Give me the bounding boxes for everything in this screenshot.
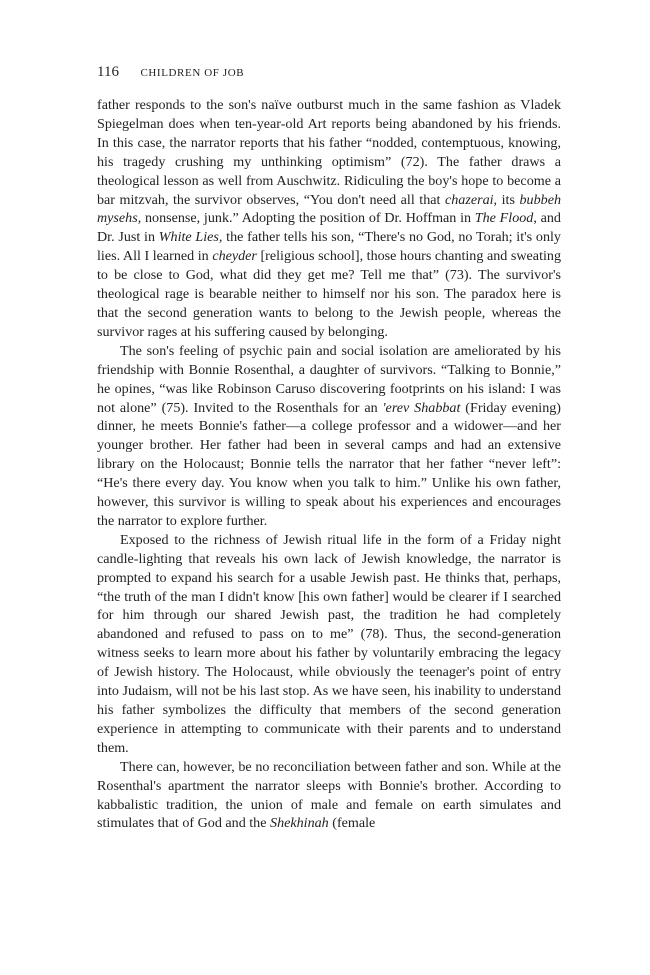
italic-text: cheyder — [212, 248, 257, 265]
running-title: CHILDREN OF JOB — [140, 67, 245, 79]
page-number: 116 — [97, 64, 119, 80]
paragraph — [97, 531, 561, 758]
text-run: , nonsense, junk.” Adopting the position of Dr. Hoffman in — [137, 210, 475, 227]
text-run: father responds to the son's naïve outburst much in the same fashion as Vladek Spiegelman does when ten-year-old Art reports being abandoned by his friends. In this case, the narrator reports that his father “nodded, contemptuous, knowing, his tragedy crushing my unthinking optimism” (72). The father draws a theological lesson as well from Auschwitz. Ridiculing the boy's hope to become a bar mitzvah, the survivor observes, “You don't need all that — [97, 97, 561, 208]
text-run: (female — [328, 815, 376, 832]
paragraph — [97, 758, 561, 834]
italic-text: chazerai — [445, 191, 494, 208]
italic-text: White Lies — [158, 229, 219, 246]
text-run: , its — [493, 191, 520, 208]
body-text — [97, 96, 561, 833]
running-head — [97, 62, 244, 83]
text-run: , and Dr. Just in — [97, 210, 561, 246]
text-run: The son's feeling of psychic pain and social isolation are ameliorated by his friendship with Bonnie Rosenthal, a daughter of survivors. “Talking to Bonnie,” he opines, “was like Robinson Caruso discovering footprints on his island: I was not alone” (75). Invited to the Rosenthals for an — [97, 342, 561, 416]
text-run: , the father tells his son, “There's no God, no Torah; it's only lies. All I learned in — [97, 229, 561, 265]
text-run: (Friday evening) dinner, he meets Bonnie's father—a college professor and a widower—and her younger brother. Her father had been in several camps and had an extensive library on the Holocaust; Bonnie tells the narrator that her father “never left”: “He's there every day. You know when you talk to him.” Unlike his own father, however, this survivor is willing to speak about his experiences and encourages the narrator to explore further. — [97, 399, 561, 529]
text-run: There can, however, be no reconciliation between father and son. While at the Rosenthal's apartment the narrator sleeps with Bonnie's brother. According to kabbalistic tradition, the union of male and female on earth simulates and stimulates that of God and the — [97, 758, 561, 832]
paragraph — [97, 342, 561, 531]
italic-text: Shekhinah — [270, 815, 329, 832]
italic-text: bubbeh mysehs — [97, 191, 561, 227]
text-run: [religious school], those hours chanting and sweating to be close to God, what did they get me? Tell me that” (73). The survivor's theological rage is bearable neither to himself nor his son. The paradox here is that the second generation wants to belong to the Jewish people, whereas the survivor rages at his suffering caused by belonging. — [97, 248, 561, 340]
text-run: Exposed to the richness of Jewish ritual life in the form of a Friday night candle-lighting that reveals his own lack of Jewish knowledge, the narrator is prompted to expand his search for a usable Jewish past. He thinks that, perhaps, “the truth of the man I didn't know [his own father] would be clearer if I searched for him through our shared Jewish past, the tradition he had completely abandoned and refused to pass on to me” (78). Thus, the second-generation witness seeks to learn more about his father by voluntarily embracing the legacy of Jewish history. The Holocaust, while obviously the teenager's point of entry into Judaism, will not be his last stop. As we have seen, his inability to understand his father symbolizes the difficulty that members of the second generation experience in attempting to communicate with their parents and to understand them. — [97, 531, 561, 756]
italic-text: The Flood — [474, 210, 534, 227]
italic-text: 'erev Shabbat — [382, 399, 461, 416]
paragraph — [97, 96, 561, 342]
